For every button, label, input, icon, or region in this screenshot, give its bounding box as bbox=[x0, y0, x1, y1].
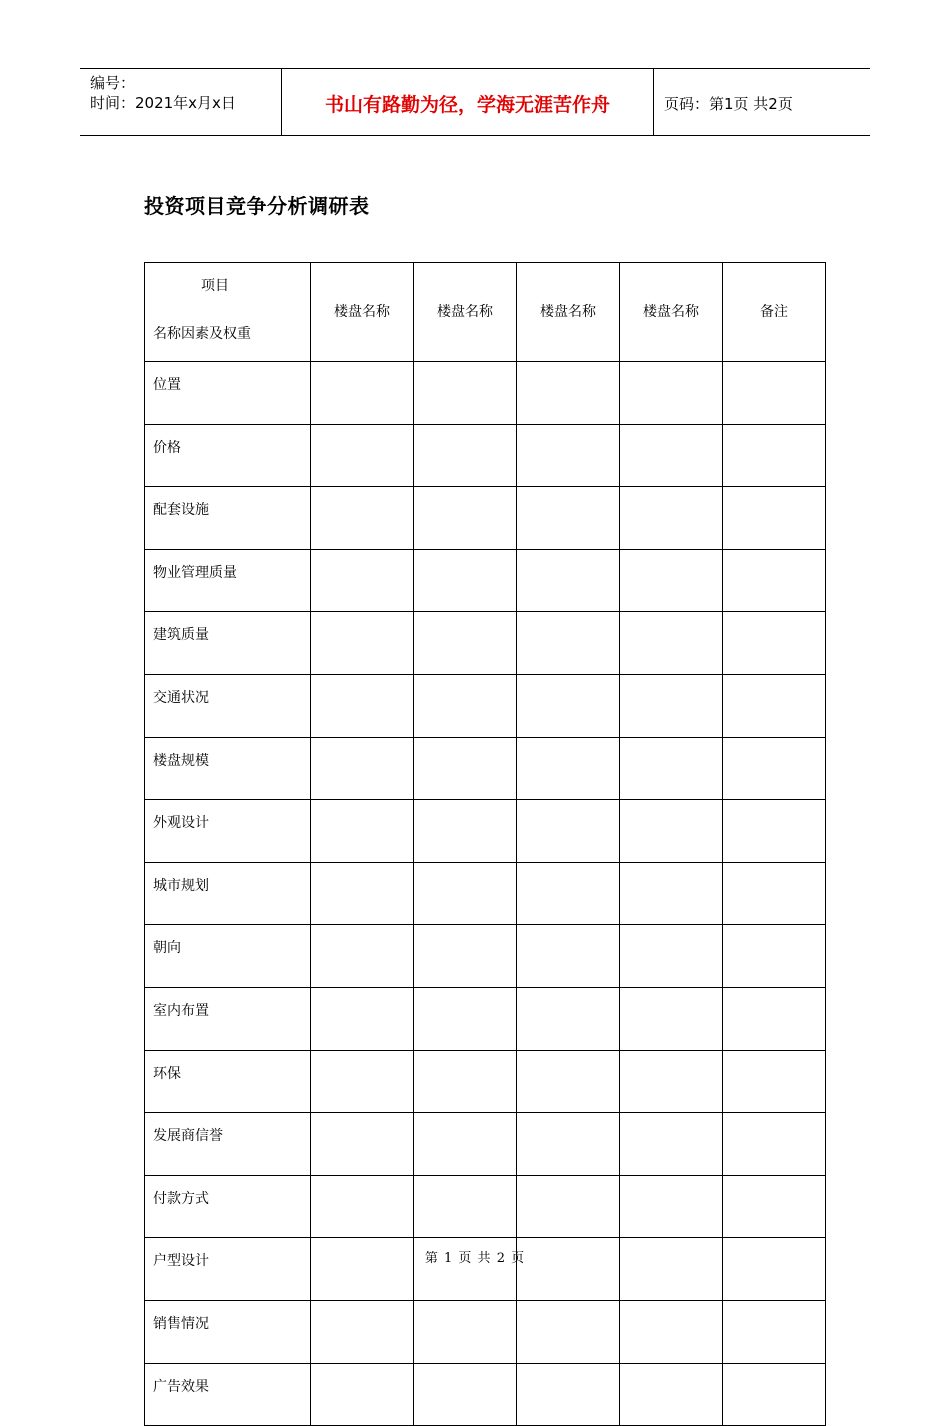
table-row bbox=[145, 549, 826, 612]
number-label: 编号： bbox=[90, 74, 136, 92]
table-cell bbox=[723, 1113, 826, 1176]
table-cell bbox=[311, 612, 414, 675]
factor-label: 交通状况 bbox=[145, 674, 311, 737]
table-cell bbox=[517, 674, 620, 737]
table-cell bbox=[620, 424, 723, 487]
table-cell bbox=[723, 362, 826, 425]
table-cell bbox=[414, 1175, 517, 1238]
factor-label: 环保 bbox=[145, 1050, 311, 1113]
table-cell bbox=[723, 737, 826, 800]
table-cell bbox=[414, 1050, 517, 1113]
table-cell bbox=[311, 1300, 414, 1363]
time-label: 时间：2021年x月x日 bbox=[90, 94, 236, 112]
table-row bbox=[145, 800, 826, 863]
table-cell bbox=[517, 1175, 620, 1238]
table-cell bbox=[620, 1175, 723, 1238]
table-cell bbox=[620, 362, 723, 425]
column-header: 楼盘名称 bbox=[620, 263, 723, 362]
table-cell bbox=[517, 925, 620, 988]
table-row bbox=[145, 487, 826, 550]
table-cell bbox=[620, 612, 723, 675]
table-cell bbox=[517, 1050, 620, 1113]
table-cell bbox=[414, 674, 517, 737]
table-row bbox=[145, 1363, 826, 1426]
table-cell bbox=[517, 737, 620, 800]
table-cell bbox=[517, 800, 620, 863]
table-cell bbox=[311, 674, 414, 737]
table-row bbox=[145, 424, 826, 487]
table-cell bbox=[311, 1175, 414, 1238]
table-cell bbox=[414, 737, 517, 800]
table-cell bbox=[723, 487, 826, 550]
table-cell bbox=[414, 1363, 517, 1426]
table-row bbox=[145, 987, 826, 1050]
table-cell bbox=[414, 1113, 517, 1176]
table-row bbox=[145, 362, 826, 425]
table-cell bbox=[723, 1300, 826, 1363]
table-cell bbox=[517, 862, 620, 925]
table-row bbox=[145, 925, 826, 988]
table-cell bbox=[620, 925, 723, 988]
table-cell bbox=[620, 1363, 723, 1426]
table-cell bbox=[311, 800, 414, 863]
table-cell bbox=[517, 1113, 620, 1176]
factor-label: 价格 bbox=[145, 424, 311, 487]
table-header-row bbox=[145, 263, 826, 362]
table-cell bbox=[311, 1050, 414, 1113]
table-cell bbox=[517, 362, 620, 425]
table-cell bbox=[620, 1050, 723, 1113]
table-cell bbox=[414, 487, 517, 550]
table-cell bbox=[723, 674, 826, 737]
column-header: 楼盘名称 bbox=[311, 263, 414, 362]
table-cell bbox=[620, 737, 723, 800]
table-cell bbox=[620, 1113, 723, 1176]
table-cell bbox=[517, 987, 620, 1050]
table-cell bbox=[414, 862, 517, 925]
table-cell bbox=[414, 424, 517, 487]
table-row bbox=[145, 674, 826, 737]
factor-label: 广告效果 bbox=[145, 1363, 311, 1426]
table-cell bbox=[723, 1175, 826, 1238]
table-cell bbox=[723, 987, 826, 1050]
factor-label: 发展商信誉 bbox=[145, 1113, 311, 1176]
table-row bbox=[145, 1175, 826, 1238]
corner-cell bbox=[145, 263, 311, 362]
factor-label: 朝向 bbox=[145, 925, 311, 988]
table-cell bbox=[723, 1050, 826, 1113]
table-cell bbox=[517, 1363, 620, 1426]
table-cell bbox=[414, 987, 517, 1050]
table-cell bbox=[414, 925, 517, 988]
table-cell bbox=[620, 549, 723, 612]
column-header: 楼盘名称 bbox=[414, 263, 517, 362]
table-cell bbox=[723, 1363, 826, 1426]
table-cell bbox=[723, 549, 826, 612]
table-cell bbox=[620, 800, 723, 863]
table-cell bbox=[620, 987, 723, 1050]
column-header-remarks: 备注 bbox=[723, 263, 826, 362]
corner-bottom-label: 名称因素及权重 bbox=[153, 326, 251, 342]
table-cell bbox=[414, 612, 517, 675]
table-cell bbox=[311, 1363, 414, 1426]
table-cell bbox=[311, 362, 414, 425]
column-header: 楼盘名称 bbox=[517, 263, 620, 362]
table-cell bbox=[517, 612, 620, 675]
factor-label: 位置 bbox=[145, 362, 311, 425]
document-title: 投资项目竞争分析调研表 bbox=[144, 194, 370, 218]
table-cell bbox=[620, 862, 723, 925]
page-footer: 第 1 页 共 2 页 bbox=[424, 1251, 526, 1266]
factor-label: 室内布置 bbox=[145, 987, 311, 1050]
header-meta bbox=[80, 69, 282, 135]
table-cell bbox=[723, 800, 826, 863]
table-cell bbox=[414, 362, 517, 425]
factor-label: 城市规划 bbox=[145, 862, 311, 925]
factor-label: 付款方式 bbox=[145, 1175, 311, 1238]
table-cell bbox=[723, 612, 826, 675]
table-cell bbox=[414, 549, 517, 612]
table-cell bbox=[311, 987, 414, 1050]
table-row bbox=[145, 737, 826, 800]
table-cell bbox=[311, 549, 414, 612]
factor-label: 销售情况 bbox=[145, 1300, 311, 1363]
table-cell bbox=[517, 1300, 620, 1363]
table-cell bbox=[311, 424, 414, 487]
table-cell bbox=[517, 549, 620, 612]
page-header bbox=[80, 68, 870, 136]
table-cell bbox=[620, 674, 723, 737]
table-row bbox=[145, 862, 826, 925]
table-row bbox=[145, 1300, 826, 1363]
table-cell bbox=[414, 800, 517, 863]
table-cell bbox=[311, 862, 414, 925]
table-cell bbox=[414, 1300, 517, 1363]
header-page-info: 页码：第1页 共2页 bbox=[664, 94, 793, 113]
table-cell bbox=[311, 737, 414, 800]
table-cell bbox=[311, 925, 414, 988]
table-cell bbox=[723, 424, 826, 487]
table-row bbox=[145, 1050, 826, 1113]
table-cell bbox=[620, 1300, 723, 1363]
table-cell bbox=[517, 424, 620, 487]
table-cell bbox=[620, 487, 723, 550]
corner-top-label: 项目 bbox=[201, 278, 229, 294]
factor-label: 建筑质量 bbox=[145, 612, 311, 675]
table-row bbox=[145, 1113, 826, 1176]
table-cell bbox=[723, 862, 826, 925]
factor-label: 户型设计 bbox=[145, 1238, 311, 1301]
factor-label: 配套设施 bbox=[145, 487, 311, 550]
table-cell bbox=[517, 487, 620, 550]
factor-label: 楼盘规模 bbox=[145, 737, 311, 800]
factor-label: 外观设计 bbox=[145, 800, 311, 863]
table-cell bbox=[311, 487, 414, 550]
header-motto: 书山有路勤为径，学海无涯苦作舟 bbox=[282, 69, 654, 135]
table-row bbox=[145, 612, 826, 675]
table-cell bbox=[311, 1113, 414, 1176]
table-cell bbox=[723, 925, 826, 988]
factor-label: 物业管理质量 bbox=[145, 549, 311, 612]
